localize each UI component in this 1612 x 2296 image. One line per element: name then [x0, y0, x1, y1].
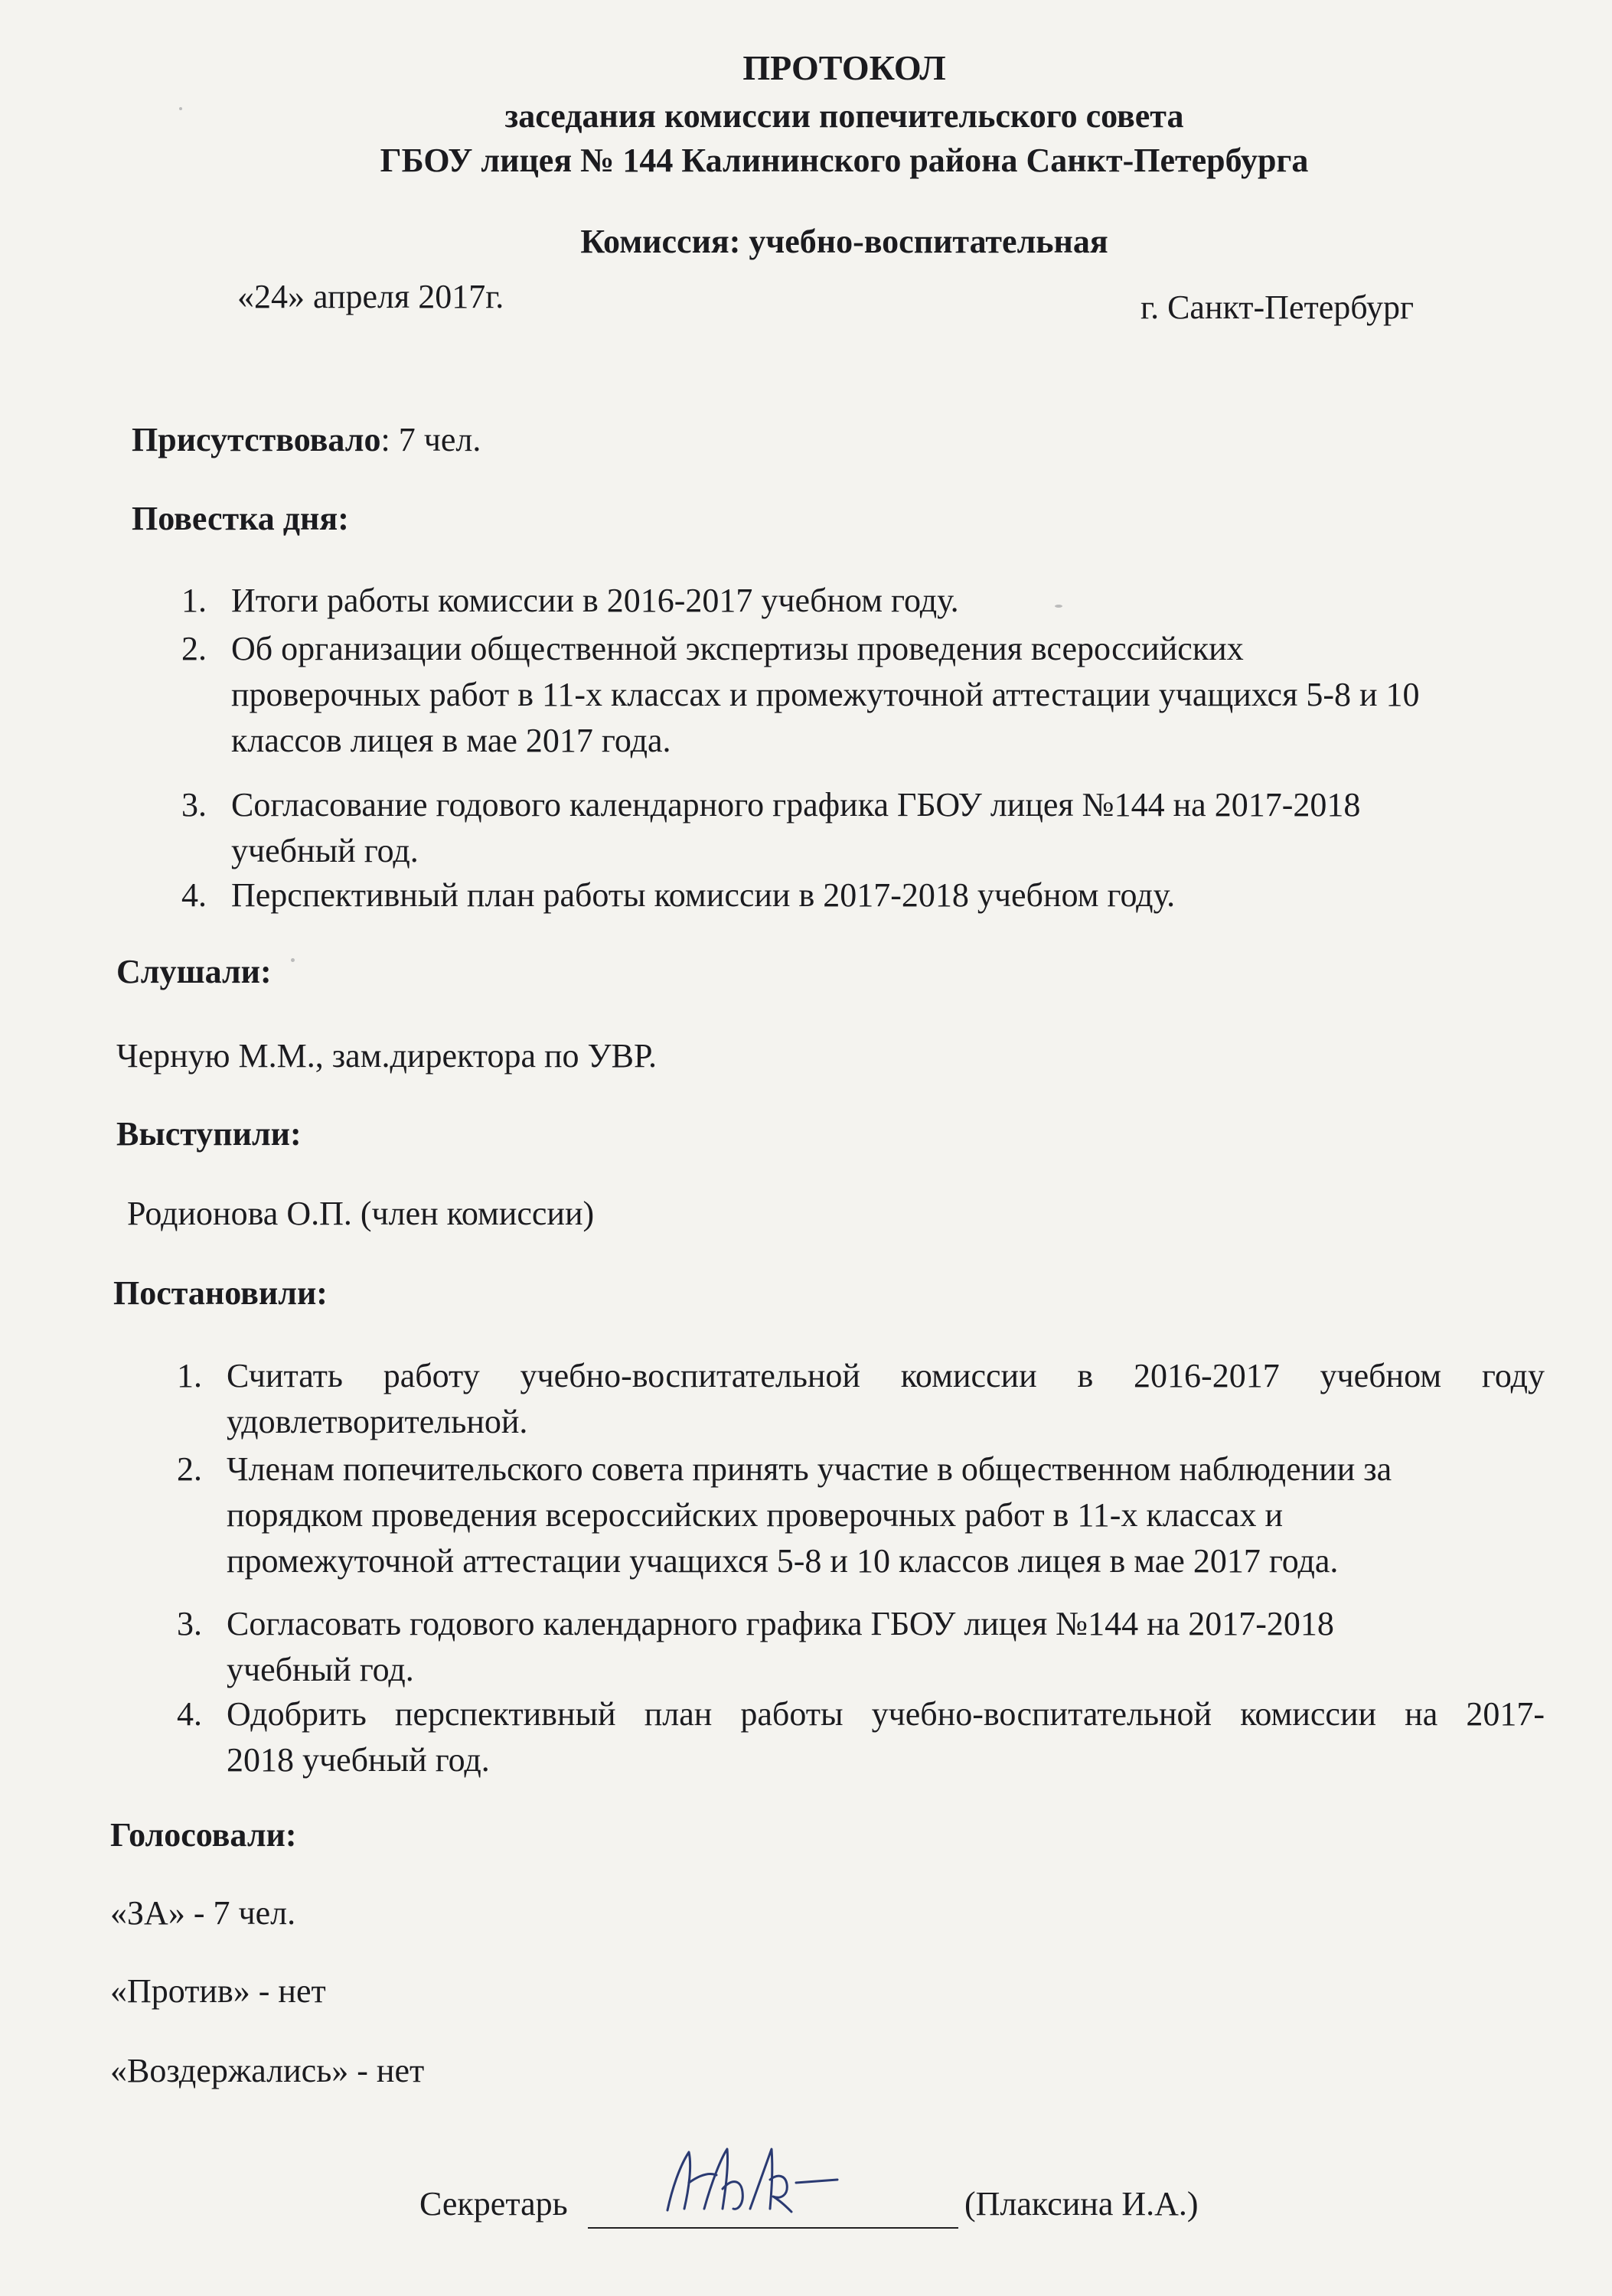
- agenda-item-text: [231, 578, 959, 624]
- attendance-label: Присутствовало: [132, 421, 381, 458]
- spoke-text: Родионова О.П. (член комиссии): [127, 1195, 595, 1232]
- heard-text: Черную М.М., зам.директора по УВР.: [116, 1037, 657, 1075]
- resolution-item-line: 2018 учебный год.: [227, 1741, 490, 1779]
- resolution-item-text: [227, 1691, 1545, 1783]
- agenda-item-number: 2.: [181, 630, 207, 667]
- signature-role: Секретарь: [419, 2185, 568, 2223]
- resolution-item-line: Считать работу учебно-воспитательной комиссии в 2016-2017 учебном году: [227, 1357, 1545, 1394]
- scan-speck: [179, 107, 182, 110]
- agenda-item-number: 1.: [181, 582, 207, 619]
- agenda-item-line: учебный год.: [231, 832, 419, 869]
- vote-abstained: «Воздержались» - нет: [110, 2052, 425, 2089]
- agenda-item-line: Об организации общественной экспертизы проведения всероссийских: [231, 630, 1244, 667]
- document-subtitle-1: заседания комиссии попечительского совета: [504, 97, 1184, 135]
- agenda-item-text: [231, 872, 1175, 918]
- resolution-item-number: 1.: [177, 1357, 202, 1394]
- resolution-item-line: Одобрить перспективный план работы учебно-воспитательной комиссии на 2017-: [227, 1695, 1545, 1733]
- handwritten-signature-image: [658, 2135, 842, 2227]
- commission-line: Комиссия: учебно-воспитательная: [580, 223, 1108, 260]
- resolution-item-line: промежуточной аттестации учащихся 5-8 и 10 классов лицея в мае 2017 года.: [227, 1542, 1339, 1580]
- agenda-item-text: [231, 782, 1360, 874]
- secretary-name: (Плаксина И.А.): [964, 2185, 1199, 2223]
- resolution-item-line: Членам попечительского совета принять участие в общественном наблюдении за: [227, 1450, 1392, 1488]
- document-title: ПРОТОКОЛ: [742, 48, 946, 87]
- document-city: г. Санкт-Петербург: [1140, 289, 1415, 326]
- resolution-item-line: удовлетворительной.: [227, 1403, 528, 1440]
- agenda-item-line: Перспективный план работы комиссии в 2017-2018 учебном году.: [231, 876, 1176, 914]
- scan-speck: [1055, 605, 1062, 608]
- vote-against: «Против» - нет: [110, 1972, 326, 2010]
- agenda-item-line: проверочных работ в 11-х классах и промежуточной аттестации учащихся 5-8 и 10: [231, 676, 1420, 713]
- resolution-item-number: 3.: [177, 1605, 202, 1642]
- scan-speck: [291, 958, 295, 962]
- resolution-item-text: [227, 1353, 1545, 1445]
- heard-heading: Слушали:: [116, 953, 272, 990]
- resolution-item-line: Согласовать годового календарного графика ГБОУ лицея №144 на 2017-2018: [227, 1605, 1334, 1642]
- document-date: «24» апреля 2017г.: [237, 278, 504, 315]
- vote-for: «ЗА» - 7 чел.: [110, 1894, 296, 1932]
- agenda-item-line: Итоги работы комиссии в 2016-2017 учебном году.: [231, 582, 959, 619]
- resolution-item-line: порядком проведения всероссийских проверочных работ в 11-х классах и: [227, 1496, 1283, 1534]
- attendance: [132, 417, 481, 463]
- agenda-item-line: Согласование годового календарного графика ГБОУ лицея №144 на 2017-2018: [231, 786, 1361, 823]
- attendance-value: : 7 чел.: [380, 421, 481, 458]
- resolution-item-text: [227, 1601, 1334, 1693]
- document-subtitle-2: ГБОУ лицея № 144 Калининского района Санкт-Петербурга: [380, 142, 1309, 179]
- agenda-heading: Повестка дня:: [132, 500, 349, 537]
- agenda-item-number: 4.: [181, 876, 207, 914]
- resolution-item-text: [227, 1446, 1392, 1584]
- resolution-item-number: 2.: [177, 1450, 202, 1488]
- agenda-item-number: 3.: [181, 786, 207, 823]
- voting-heading: Голосовали:: [110, 1816, 297, 1854]
- agenda-item-text: [231, 626, 1420, 764]
- resolution-item-line: учебный год.: [227, 1651, 414, 1688]
- resolution-item-number: 4.: [177, 1695, 202, 1733]
- resolved-heading: Постановили:: [113, 1274, 328, 1312]
- agenda-item-line: классов лицея в мае 2017 года.: [231, 722, 671, 759]
- spoke-heading: Выступили:: [116, 1115, 302, 1153]
